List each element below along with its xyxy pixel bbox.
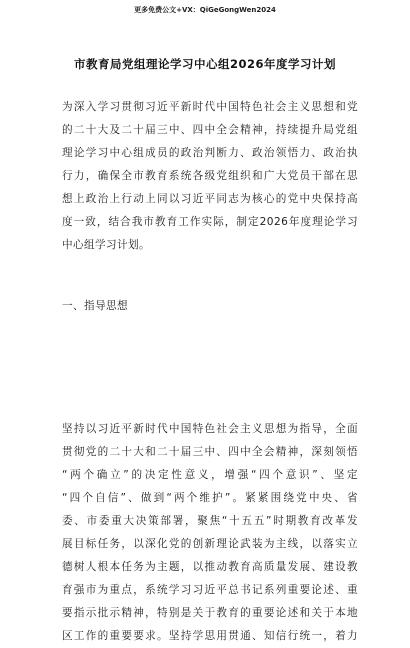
intro-paragraph xyxy=(62,96,358,257)
section1-line: 育强市为重点，系统学习习近平总书记系列重要论述、重 xyxy=(62,584,358,596)
intro-line: 度一致，结合我市教育工作实际，制定2026年度理论学习 xyxy=(62,216,358,228)
section1-line: 展目标任务，以深化党的创新理论武装为主线，以落实立 xyxy=(62,538,358,550)
intro-line: 的二十大及二十届三中、四中全会精神，持续提升局党组 xyxy=(62,124,358,136)
intro-line: 理论学习中心组成员的政治判断力、政治领悟力、政治执 xyxy=(62,147,358,159)
section1-paragraph xyxy=(62,418,358,648)
intro-line: 行力，确保全市教育系统各级党组织和广大党员干部在思 xyxy=(62,170,358,182)
section1-line: 委、市委重大决策部署，聚焦“十五五”时期教育改革发 xyxy=(62,515,358,527)
intro-line: 想上政治上行动上同以习近平同志为核心的党中央保持高 xyxy=(62,193,358,205)
section-heading-guiding-thought: 一、指导思想 xyxy=(62,300,128,312)
intro-line: 为深入学习贯彻习近平新时代中国特色社会主义思想和党 xyxy=(62,101,358,113)
section1-line: 坚持以习近平新时代中国特色社会主义思想为指导，全面 xyxy=(62,423,358,435)
section1-line: “四个自信”、做到“两个维护”。紧紧围绕党中央、省 xyxy=(62,492,358,504)
intro-line: 中心组学习计划。 xyxy=(62,239,150,251)
section1-line: 德树人根本任务为主题，以推动教育高质量发展、建设教 xyxy=(62,561,358,573)
section1-line: 区工作的重要要求。坚持学思用贯通、知信行统一，着力 xyxy=(62,630,358,642)
section1-line: 要指示批示精神，特别是关于教育的重要论述和关于本地 xyxy=(62,607,358,619)
section1-line: 贯彻党的二十大和二十届三中、四中全会精神，深刻领悟 xyxy=(62,446,358,458)
section1-line: “两个确立”的决定性意义，增强“四个意识”、坚定 xyxy=(62,469,358,481)
document-title: 市教育局党组理论学习中心组2026年度学习计划 xyxy=(73,57,336,71)
header-note: 更多免费公文+VX：QiGeGongWen2024 xyxy=(134,6,276,14)
